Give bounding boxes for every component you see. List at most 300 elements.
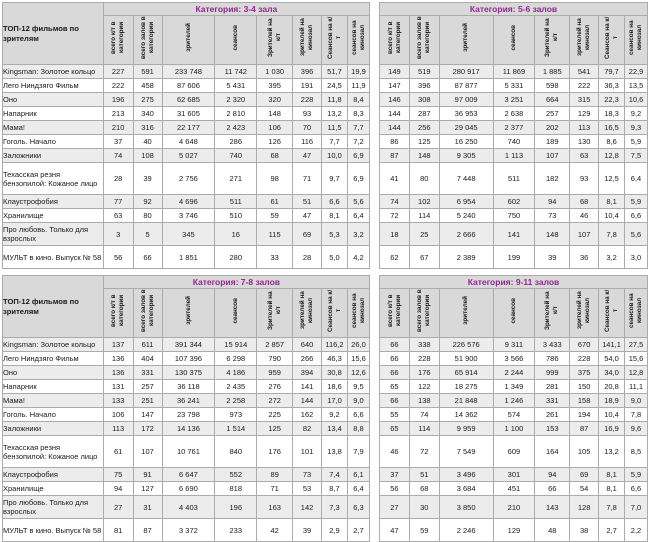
value-cell: 162 <box>293 408 322 422</box>
value-cell: 609 <box>493 436 535 468</box>
column-header-4 <box>493 289 535 338</box>
value-cell: 144 <box>380 121 410 135</box>
value-cell: 3 251 <box>493 93 535 107</box>
value-cell: 28 <box>103 163 133 195</box>
column-header-4 <box>215 16 257 65</box>
value-cell: 251 <box>133 394 162 408</box>
value-cell: 2,7 <box>599 519 625 542</box>
column-header-label: Сеансов на к/т <box>326 289 342 332</box>
column-header-3 <box>439 16 493 65</box>
value-cell: 7,5 <box>625 149 648 163</box>
column-header-label: всего залов в категории <box>416 16 432 59</box>
value-cell: 9,2 <box>625 107 648 121</box>
film-row <box>3 79 370 93</box>
column-header-7 <box>599 16 625 65</box>
value-cell: 141 <box>493 223 535 246</box>
film-row <box>380 380 648 394</box>
value-cell: 176 <box>257 436 293 468</box>
value-cell: 16,9 <box>599 422 625 436</box>
value-cell: 7 448 <box>439 163 493 195</box>
film-row <box>380 436 648 468</box>
value-cell: 113 <box>103 422 133 436</box>
column-header-3 <box>162 16 215 65</box>
film-title: Хранилище <box>3 209 104 223</box>
value-cell: 973 <box>215 408 257 422</box>
value-cell: 519 <box>409 65 439 79</box>
value-cell: 5,0 <box>322 246 348 269</box>
film-row <box>3 366 370 380</box>
value-cell: 89 <box>257 468 293 482</box>
value-cell: 2 666 <box>439 223 493 246</box>
column-header-6 <box>570 289 599 338</box>
value-cell: 73 <box>535 209 570 223</box>
category-title: Категория: 3-4 зала <box>103 3 369 16</box>
value-cell: 66 <box>380 338 410 352</box>
value-cell: 213 <box>103 107 133 121</box>
film-row <box>3 380 370 394</box>
value-cell: 149 <box>380 65 410 79</box>
column-header-1 <box>380 16 410 65</box>
value-cell: 130 375 <box>162 366 215 380</box>
value-cell: 79,7 <box>599 65 625 79</box>
film-title: Мама! <box>3 394 104 408</box>
value-cell: 105 <box>570 436 599 468</box>
value-cell: 210 <box>103 121 133 135</box>
value-cell: 396 <box>293 65 322 79</box>
value-cell: 17,0 <box>322 394 348 408</box>
value-cell: 6 647 <box>162 468 215 482</box>
column-header-label: всего залов в категории <box>139 289 155 332</box>
value-cell: 275 <box>133 93 162 107</box>
value-cell: 315 <box>570 93 599 107</box>
value-cell: 3 746 <box>162 209 215 223</box>
film-row <box>3 436 370 468</box>
value-cell: 10 761 <box>162 436 215 468</box>
value-cell: 5 240 <box>439 209 493 223</box>
column-header-label: всего к/т в категории <box>386 21 402 54</box>
value-cell: 129 <box>570 107 599 121</box>
value-cell: 63 <box>570 149 599 163</box>
value-cell: 30 <box>409 496 439 519</box>
value-cell: 15,6 <box>625 352 648 366</box>
column-header-label: всего залов в категории <box>416 289 432 332</box>
value-cell: 7,0 <box>625 496 648 519</box>
value-cell: 72 <box>380 209 410 223</box>
value-cell: 136 <box>103 352 133 366</box>
value-cell: 3,2 <box>347 223 369 246</box>
value-cell: 287 <box>409 107 439 121</box>
value-cell: 640 <box>293 338 322 352</box>
table-category-5-6-halls <box>379 2 648 269</box>
value-cell: 6 690 <box>162 482 215 496</box>
value-cell: 5,9 <box>625 195 648 209</box>
value-cell: 2 377 <box>493 121 535 135</box>
value-cell: 126 <box>257 135 293 149</box>
value-cell: 12,8 <box>599 149 625 163</box>
value-cell: 6,6 <box>322 195 348 209</box>
value-cell: 68 <box>570 195 599 209</box>
value-cell: 3 566 <box>493 352 535 366</box>
value-cell: 138 <box>409 394 439 408</box>
value-cell: 70 <box>293 121 322 135</box>
value-cell: 150 <box>570 380 599 394</box>
value-cell: 404 <box>133 352 162 366</box>
value-cell: 11,8 <box>322 93 348 107</box>
value-cell: 25 <box>409 223 439 246</box>
value-cell: 2 810 <box>215 107 257 121</box>
value-cell: 2 246 <box>439 519 493 542</box>
value-cell: 5,9 <box>625 468 648 482</box>
film-title: Гоголь. Начало <box>3 135 104 149</box>
value-cell: 331 <box>535 394 570 408</box>
value-cell: 6,4 <box>347 482 369 496</box>
value-cell: 13,2 <box>599 436 625 468</box>
film-row <box>380 163 648 195</box>
value-cell: 451 <box>493 482 535 496</box>
value-cell: 74 <box>380 195 410 209</box>
value-cell: 31 605 <box>162 107 215 121</box>
value-cell: 8,3 <box>347 107 369 121</box>
column-header-label: всего к/т в категории <box>386 294 402 327</box>
column-header-label: сеансов <box>231 24 239 51</box>
value-cell: 69 <box>570 468 599 482</box>
column-header-label: всего к/т в категории <box>110 21 126 54</box>
value-cell: 19,9 <box>347 65 369 79</box>
film-row <box>380 352 648 366</box>
value-cell: 148 <box>257 107 293 121</box>
value-cell: 999 <box>535 366 570 380</box>
value-cell: 226 576 <box>439 338 493 352</box>
value-cell: 65 <box>380 380 410 394</box>
film-row <box>3 482 370 496</box>
value-cell: 116 <box>293 135 322 149</box>
column-header-2 <box>409 289 439 338</box>
value-cell: 56 <box>380 482 410 496</box>
value-cell: 51 <box>293 195 322 209</box>
value-cell: 9 305 <box>439 149 493 163</box>
value-cell: 7,3 <box>322 496 348 519</box>
value-cell: 27 <box>103 496 133 519</box>
column-header-label: зрителей на кинозал <box>299 18 315 57</box>
column-header-5 <box>535 289 570 338</box>
value-cell: 340 <box>133 107 162 121</box>
value-cell: 9,0 <box>625 394 648 408</box>
film-row <box>380 135 648 149</box>
value-cell: 2 389 <box>439 246 493 269</box>
value-cell: 94 <box>103 482 133 496</box>
value-cell: 11,1 <box>625 380 648 394</box>
value-cell: 2 638 <box>493 107 535 121</box>
column-header-2 <box>133 16 162 65</box>
value-cell: 210 <box>493 496 535 519</box>
value-cell: 36,3 <box>599 79 625 93</box>
value-cell: 39 <box>293 519 322 542</box>
value-cell: 34,0 <box>599 366 625 380</box>
value-cell: 1 030 <box>257 65 293 79</box>
film-title: Хранилище <box>3 482 104 496</box>
value-cell: 396 <box>409 79 439 93</box>
value-cell: 18,3 <box>599 107 625 121</box>
value-cell: 8,8 <box>347 422 369 436</box>
value-cell: 87 <box>380 149 410 163</box>
value-cell: 3 684 <box>439 482 493 496</box>
film-row <box>3 209 370 223</box>
value-cell: 9,6 <box>625 422 648 436</box>
film-title: Оно <box>3 366 104 380</box>
value-cell: 63 <box>103 209 133 223</box>
column-header-7 <box>599 289 625 338</box>
column-header-3 <box>162 289 215 338</box>
value-cell: 391 344 <box>162 338 215 352</box>
value-cell: 257 <box>133 380 162 394</box>
value-cell: 61 <box>257 195 293 209</box>
value-cell: 10,0 <box>322 149 348 163</box>
value-cell: 36 <box>570 246 599 269</box>
value-cell: 602 <box>493 195 535 209</box>
value-cell: 93 <box>293 107 322 121</box>
value-cell: 164 <box>535 436 570 468</box>
value-cell: 51,7 <box>322 65 348 79</box>
film-row <box>3 408 370 422</box>
column-header-1 <box>380 289 410 338</box>
value-cell: 80 <box>133 209 162 223</box>
value-cell: 5 331 <box>493 79 535 93</box>
column-header-label: Зрителей на к/т <box>544 291 560 330</box>
value-cell: 24,5 <box>322 79 348 93</box>
film-title: Техасская резня бензопилой: Кожаное лицо <box>3 436 104 468</box>
value-cell: 131 <box>103 380 133 394</box>
film-row <box>380 65 648 79</box>
value-cell: 5 027 <box>162 149 215 163</box>
value-cell: 107 <box>535 149 570 163</box>
value-cell: 115 <box>257 223 293 246</box>
value-cell: 308 <box>409 93 439 107</box>
value-cell: 2 423 <box>215 121 257 135</box>
value-cell: 37 <box>103 135 133 149</box>
value-cell: 87 877 <box>439 79 493 93</box>
value-cell: 147 <box>133 408 162 422</box>
value-cell: 301 <box>493 468 535 482</box>
value-cell: 153 <box>535 422 570 436</box>
column-header-label: сеансов на кинозал <box>628 293 643 328</box>
value-cell: 228 <box>293 93 322 107</box>
value-cell: 12,6 <box>347 366 369 380</box>
value-cell: 611 <box>133 338 162 352</box>
value-cell: 71 <box>293 163 322 195</box>
value-cell: 31 <box>133 496 162 519</box>
film-title: Клаустрофобия <box>3 195 104 209</box>
film-row <box>380 223 648 246</box>
value-cell: 77 <box>103 195 133 209</box>
value-cell: 4 186 <box>215 366 257 380</box>
value-cell: 14 136 <box>162 422 215 436</box>
column-header-label: зрителей <box>462 23 470 52</box>
category-title: Категория: 7-8 залов <box>103 276 369 289</box>
value-cell: 8,6 <box>599 135 625 149</box>
film-row <box>380 496 648 519</box>
value-cell: 7,7 <box>322 135 348 149</box>
film-row <box>3 519 370 542</box>
film-row <box>3 246 370 269</box>
column-header-8 <box>625 16 648 65</box>
value-cell: 3 496 <box>439 468 493 482</box>
value-cell: 6,9 <box>347 163 369 195</box>
column-header-label: Зрителей на к/т <box>544 18 560 57</box>
value-cell: 7,8 <box>599 223 625 246</box>
value-cell: 11 869 <box>493 65 535 79</box>
film-row <box>380 107 648 121</box>
table-category-7-8-halls <box>2 275 370 542</box>
value-cell: 26,0 <box>347 338 369 352</box>
value-cell: 5,3 <box>322 223 348 246</box>
value-cell: 66 <box>380 394 410 408</box>
value-cell: 38 <box>570 519 599 542</box>
value-cell: 16,5 <box>599 121 625 135</box>
value-cell: 66 <box>535 482 570 496</box>
value-cell: 6 298 <box>215 352 257 366</box>
value-cell: 59 <box>257 209 293 223</box>
column-header-7 <box>322 16 348 65</box>
value-cell: 9,0 <box>347 394 369 408</box>
value-cell: 458 <box>133 79 162 93</box>
value-cell: 130 <box>570 135 599 149</box>
value-cell: 80 <box>409 163 439 195</box>
film-title: Напарник <box>3 380 104 394</box>
value-cell: 316 <box>133 121 162 135</box>
value-cell: 2 857 <box>257 338 293 352</box>
value-cell: 71 <box>257 482 293 496</box>
value-cell: 395 <box>257 79 293 93</box>
value-cell: 7,7 <box>347 121 369 135</box>
film-row <box>3 121 370 135</box>
film-row <box>3 135 370 149</box>
value-cell: 3,2 <box>599 246 625 269</box>
value-cell: 6,1 <box>347 468 369 482</box>
value-cell: 66 <box>133 246 162 269</box>
value-cell: 8,7 <box>322 482 348 496</box>
value-cell: 511 <box>493 163 535 195</box>
column-header-label: зрителей <box>462 296 470 325</box>
value-cell: 27,5 <box>625 338 648 352</box>
column-header-7 <box>322 289 348 338</box>
film-row <box>380 149 648 163</box>
film-row <box>380 519 648 542</box>
value-cell: 87 <box>133 519 162 542</box>
value-cell: 2 258 <box>215 394 257 408</box>
value-cell: 1 113 <box>493 149 535 163</box>
film-title: Клаустрофобия <box>3 468 104 482</box>
value-cell: 2 756 <box>162 163 215 195</box>
value-cell: 9,7 <box>322 163 348 195</box>
value-cell: 67 <box>409 246 439 269</box>
value-cell: 133 <box>103 394 133 408</box>
value-cell: 1 100 <box>493 422 535 436</box>
value-cell: 228 <box>409 352 439 366</box>
value-cell: 7,4 <box>322 468 348 482</box>
value-cell: 94 <box>535 468 570 482</box>
value-cell: 5,9 <box>625 135 648 149</box>
value-cell: 15 914 <box>215 338 257 352</box>
value-cell: 8,1 <box>599 195 625 209</box>
value-cell: 740 <box>493 135 535 149</box>
value-cell: 146 <box>380 93 410 107</box>
value-cell: 280 917 <box>439 65 493 79</box>
value-cell: 47 <box>293 209 322 223</box>
value-cell: 108 <box>133 149 162 163</box>
film-title: Про любовь. Только для взрослых <box>3 223 104 246</box>
value-cell: 1 246 <box>493 394 535 408</box>
column-header-1 <box>103 16 133 65</box>
table-category-3-4-halls <box>2 2 370 269</box>
value-cell: 8,1 <box>599 468 625 482</box>
value-cell: 670 <box>570 338 599 352</box>
column-header-label: сеансов <box>510 24 517 51</box>
column-header-label: сеансов на кинозал <box>350 20 366 55</box>
value-cell: 56 <box>103 246 133 269</box>
value-cell: 338 <box>409 338 439 352</box>
value-cell: 331 <box>133 366 162 380</box>
value-cell: 61 <box>103 436 133 468</box>
column-header-5 <box>257 16 293 65</box>
value-cell: 2 435 <box>215 380 257 394</box>
value-cell: 30,8 <box>322 366 348 380</box>
value-cell: 6,6 <box>625 209 648 223</box>
column-header-2 <box>133 289 162 338</box>
film-row <box>3 338 370 352</box>
value-cell: 3,0 <box>625 246 648 269</box>
value-cell: 73 <box>293 468 322 482</box>
film-row <box>3 496 370 519</box>
value-cell: 345 <box>162 223 215 246</box>
column-header-label: зрителей <box>184 296 192 325</box>
films-column-header: ТОП-12 фильмов по зрителям <box>3 276 104 338</box>
category-title: Категория: 5-6 залов <box>380 3 648 16</box>
value-cell: 148 <box>409 149 439 163</box>
value-cell: 142 <box>293 496 322 519</box>
value-cell: 9,3 <box>625 121 648 135</box>
value-cell: 14 362 <box>439 408 493 422</box>
film-row <box>380 79 648 93</box>
value-cell: 286 <box>215 135 257 149</box>
value-cell: 199 <box>493 246 535 269</box>
value-cell: 272 <box>257 394 293 408</box>
film-row <box>3 468 370 482</box>
value-cell: 172 <box>133 422 162 436</box>
film-title: МУЛЬТ в кино. Выпуск № 58 <box>3 519 104 542</box>
value-cell: 68 <box>257 149 293 163</box>
value-cell: 10,4 <box>599 408 625 422</box>
value-cell: 10,6 <box>625 93 648 107</box>
value-cell: 114 <box>409 209 439 223</box>
value-cell: 6,9 <box>347 149 369 163</box>
value-cell: 257 <box>535 107 570 121</box>
value-cell: 222 <box>570 79 599 93</box>
value-cell: 16 <box>215 223 257 246</box>
value-cell: 276 <box>257 380 293 394</box>
value-cell: 8,5 <box>625 436 648 468</box>
value-cell: 394 <box>293 366 322 380</box>
column-header-label: сеансов <box>509 297 517 324</box>
films-column-header: ТОП-12 фильмов по зрителям <box>3 3 104 65</box>
value-cell: 11,9 <box>347 79 369 93</box>
value-cell: 191 <box>293 79 322 93</box>
value-cell: 3 850 <box>439 496 493 519</box>
value-cell: 91 <box>133 468 162 482</box>
value-cell: 3 433 <box>535 338 570 352</box>
value-cell: 4 403 <box>162 496 215 519</box>
value-cell: 13,2 <box>322 107 348 121</box>
value-cell: 959 <box>257 366 293 380</box>
